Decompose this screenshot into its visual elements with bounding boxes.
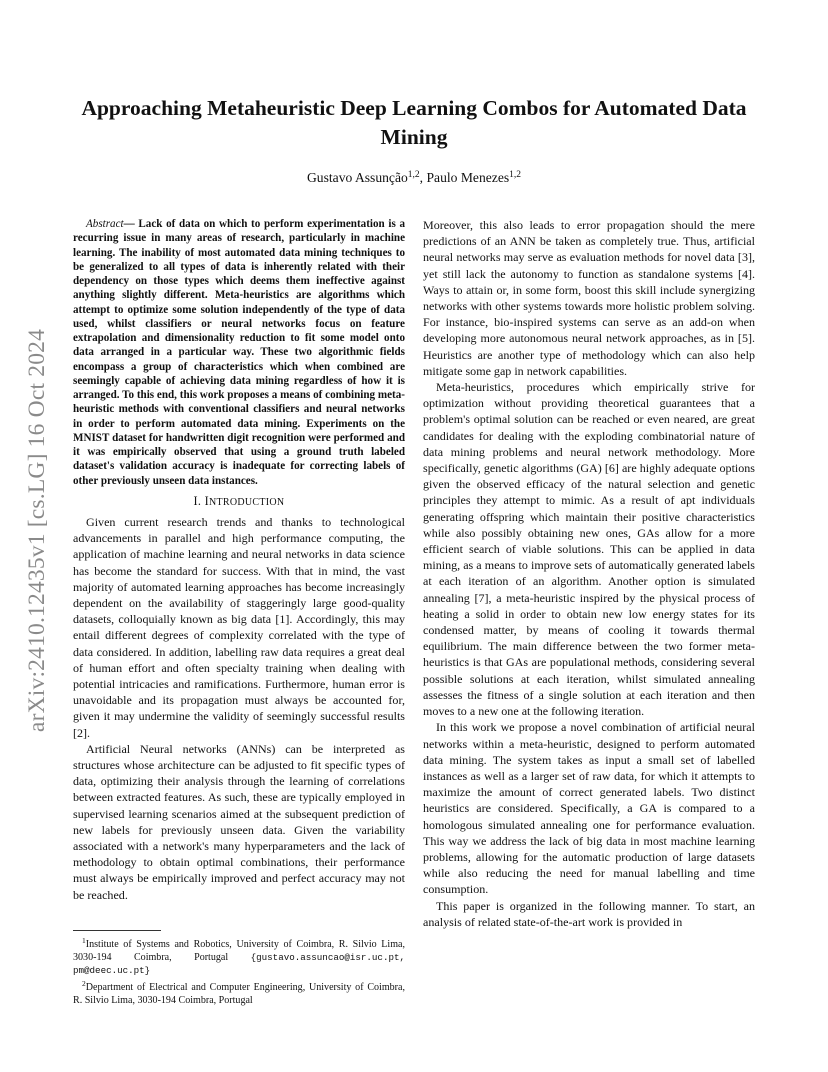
footnote-2-mark: 2 [82, 979, 86, 988]
abstract-label: Abstract [86, 218, 124, 230]
footnote-2-text: Department of Electrical and Computer Engineering, University of Coimbra, R. Silvio Lima, 3030-194 Coimbra, Portugal [73, 982, 405, 1006]
abstract [73, 217, 405, 488]
author-2-name: Paulo Menezes [426, 170, 510, 185]
intro-paragraph-1: Given current research trends and thanks to technological advancements in parallel and high performance computing, the application of machine learning and neural networks in data science has become the standard for success. With that in mind, the vast majority of automated learning approaches has become increasingly dependent on the availability of staggeringly large good-quality datasets, colloquially known as big data [1]. Accordingly, this may entail different degrees of complexity correlated with the type of data considered. In addition, labelling raw data requires a great deal of human effort and often specialty training when dealing with potential intricacies and ramifications. Furthermore, human error is unavoidable and its propagation must always be accounted for, given it may undermine the validity of seemingly successful results [2]. [73, 514, 405, 740]
section-title-rest: NTRODUCTION [208, 496, 285, 508]
footnote-1 [73, 934, 405, 977]
right-paragraph-4: This paper is organized in the following manner. To start, an analysis of related state-of-the-art work is provided in [423, 898, 755, 929]
section-numeral: I. [193, 493, 205, 508]
right-column [423, 217, 755, 930]
abstract-text: Lack of data on which to perform experimentation is a recurring issue in many areas of research, particularly in machine learning. The inability of most automated data mining techniques to be generalized to all types of data is inherently related with their dependency on those types which deems them ineffective against anything slightly different. Meta-heuristics are algorithms which attempt to optimize some solution independently of the type of data used, whilst classifiers or neural networks focus on feature extrapolation and dimensionality reduction to fit some model onto data arranged in a particular way. These two algorithmic fields encompass a group of characteristics which when combined are seemingly capable of achieving data mining regardless of how it is arranged. To this end, this work proposes a means of combining meta-heuristic methods with conventional classifiers and neural networks in order to perform automated data mining. Experiments on the MNIST dataset for handwritten digit recognition were performed and it was empirically observed that using a ground truth labeled dataset's validation accuracy is inadequate for correcting labels of other previously unseen data instances. [73, 218, 406, 487]
right-paragraph-1: Moreover, this also leads to error propagation should the mere predictions of an ANN be taken as completely true. Thus, artificial neural networks may serve as evaluation methods for novel data [3], yet still lack the autonomy to function as standalone systems [4]. Ways to attain or, in some form, boost this skill include synergizing networks with other systems towards more holistic problem solving. For instance, bio-inspired systems can serve as an add-on when developing more autonomous neural network approaches, as in [5]. Heuristics are another type of methodology which can also help mitigate some gap in network capabilities. [423, 218, 755, 378]
right-paragraph-2: Meta-heuristics, procedures which empirically strive for optimization without providing theoretical guarantees that a problem's optimal solution can be reached or even neared, are great candidates for dealing with the exploding combinatorial nature of data mining problems and neural network methodology. More specifically, genetic algorithms (GA) [6] are highly adequate options given the observed efficacy of the natural selection and genetic principles they attempt to mimic. As a result of apt individuals generating offspring which maintain their positive characteristics while also possibly obtaining new ones, GAs allow for a more efficient search of viable solutions. This can be applied in data mining, as a means to improve sets of automatically generated labels at each iteration of an algorithm. Another option is simulated annealing [7], a meta-heuristic inspired by the physical process of heating a solid in order to obtain new low energy states for its condensed matter, by means of cooling it towards thermal equilibrium. The main difference between the two former meta-heuristics is that GAs are populational methods, considering several possible solutions at each iteration, whilst simulated annealing assesses the fitness of a single solution at each iteration and then moves to a new one at the following iteration. [423, 380, 755, 719]
footnote-rule [73, 930, 161, 931]
footnote-2 [73, 977, 405, 1007]
author-2-affiliation-mark: 1,2 [509, 170, 522, 180]
footnote-1-mark: 1 [82, 936, 86, 945]
footnotes [73, 930, 405, 1007]
author-1-name: Gustavo Assunção [306, 170, 408, 185]
section-heading-introduction [73, 493, 405, 511]
footnote-1-text: Institute of Systems and Robotics, University of Coimbra, R. Silvio Lima, 3030-194 Coimbra, Portugal [73, 939, 405, 963]
section-title-first-letter: I [204, 493, 209, 508]
arxiv-side-stamp [14, 280, 62, 780]
abstract-dash: — [123, 218, 139, 230]
footnote-1-emails: {gustavo.assuncao@isr.uc.pt, pm@deec.uc.pt} [73, 952, 406, 976]
author-separator: , [419, 170, 427, 185]
left-column [73, 217, 405, 903]
intro-paragraph-2: Artificial Neural networks (ANNs) can be interpreted as structures whose architecture can be adjusted to fit specific types of data, optimizing their analysis through the learning of correlations between extracted features. As such, these are typically employed in supervised learning scenarios aimed at the subsequent prediction of new labels for previously unseen data. Given the variability associated with a network's many hyperparameters and the lack of methodology to obtain optimal combinations, their performance must always be empirically improved and perfect accuracy may not be reached. [73, 741, 405, 902]
author-line [60, 170, 768, 186]
author-1-affiliation-mark: 1,2 [407, 170, 420, 180]
paper-title: Approaching Metaheuristic Deep Learning Combos for Automated Data Mining [81, 96, 747, 149]
arxiv-identifier: arXiv:2410.12435v1 [cs.LG] 16 Oct 2024 [24, 328, 51, 732]
right-paragraph-3: In this work we propose a novel combination of artificial neural networks within a meta-heuristic, designed to perform automated data mining. The system takes as input a small set of labelled instances as well as a larger set of raw data, for which it attempts to maximize the amount of correct generated labels. Two distinct heuristics are considered. Specifically, a GA is compared to a homologous simulated annealing one for performance evaluation. This way we address the lack of big data in most machine learning problems, allowing for the automatic production of large datasets while also reducing the need for manual labelling and time consumption. [423, 720, 755, 897]
